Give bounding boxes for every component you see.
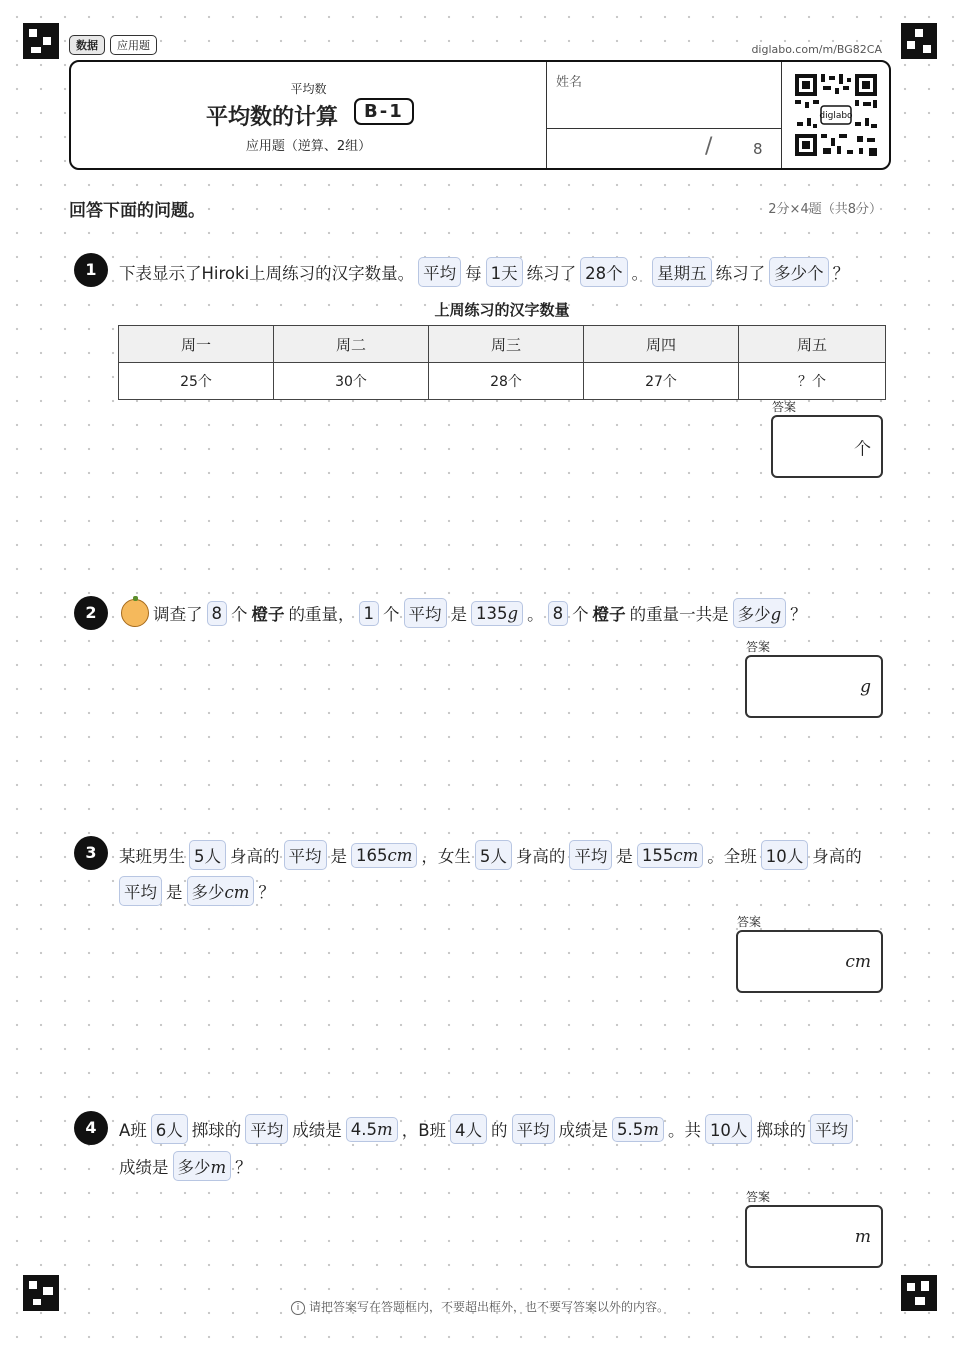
answer-unit-1: 个 bbox=[854, 439, 871, 459]
q2-bold-orange: 橙子 bbox=[251, 605, 285, 624]
q4-how-much-unit: m bbox=[210, 1158, 227, 1177]
q3-keyword-165 bbox=[351, 843, 417, 868]
q3-text-i: 是 bbox=[166, 883, 183, 902]
q4-value-1-unit: m bbox=[377, 1119, 393, 1139]
tag-data: 数据 bbox=[69, 35, 105, 55]
score-total: 8 bbox=[753, 140, 763, 158]
q4-keyword-average-3: 平均 bbox=[810, 1114, 853, 1144]
corner-marker-top-right bbox=[901, 23, 937, 59]
practice-table bbox=[118, 325, 886, 400]
q4-text-i: 成绩是 bbox=[119, 1158, 169, 1177]
question-number-2: 2 bbox=[74, 596, 108, 630]
q3-keyword-class: 10人 bbox=[761, 840, 809, 870]
q2-text-g: 个 bbox=[572, 605, 589, 624]
q2-keyword-8b: 8 bbox=[548, 601, 569, 626]
q3-text-e: 身高的 bbox=[515, 847, 566, 866]
table-header: 周一 bbox=[119, 326, 274, 363]
table-cell: 25个 bbox=[119, 363, 274, 400]
q4-text-d: ，B班 bbox=[401, 1121, 447, 1140]
answer-box-2[interactable] bbox=[745, 655, 883, 718]
answer-box-1[interactable] bbox=[771, 415, 883, 478]
q4-value-2: 5.5 bbox=[617, 1119, 644, 1139]
q4-keyword-class-b: 4人 bbox=[450, 1114, 487, 1144]
q2-text-a: 调查了 bbox=[153, 605, 203, 624]
table-cell: 27个 bbox=[584, 363, 739, 400]
q1-text-f: ？ bbox=[832, 264, 850, 283]
q2-text-b: 个 bbox=[231, 605, 248, 624]
instruction: 回答下面的问题。 bbox=[69, 201, 205, 221]
question-number-1: 1 bbox=[74, 253, 108, 287]
q2-keyword-average: 平均 bbox=[404, 598, 447, 628]
orange-icon bbox=[121, 599, 149, 627]
q3-how-much: 多少 bbox=[191, 883, 225, 902]
q2-value-unit: g bbox=[507, 603, 519, 623]
q3-keyword-average: 平均 bbox=[284, 840, 327, 870]
worksheet-url: diglabo.com/m/BG82CA bbox=[751, 43, 882, 56]
footer-text: 请把答案写在答题框内，不要超出框外，也不要写答案以外的内容。 bbox=[308, 1300, 669, 1314]
q1-text-a: 下表显示了Hiroki上周练习的汉字数量。 bbox=[119, 264, 415, 283]
qr-code-icon[interactable] bbox=[793, 72, 879, 158]
tag-word-problem: 应用题 bbox=[110, 35, 157, 55]
answer-unit-4: m bbox=[854, 1226, 871, 1247]
answer-label-1: 答案 bbox=[772, 400, 797, 414]
question-number-3: 3 bbox=[74, 836, 108, 870]
q4-keyword-class-a: 6人 bbox=[151, 1114, 188, 1144]
answer-unit-3: cm bbox=[845, 951, 871, 972]
question-1-text bbox=[119, 257, 849, 287]
q3-keyword-155 bbox=[637, 843, 703, 868]
q2-text-e: 是 bbox=[450, 605, 467, 624]
q1-keyword-count: 28个 bbox=[580, 257, 628, 287]
corner-marker-top-left bbox=[23, 23, 59, 59]
q2-bold-orange-2: 橙子 bbox=[592, 605, 626, 624]
q3-keyword-boys: 5人 bbox=[189, 840, 226, 870]
question-2-text bbox=[121, 598, 807, 628]
q3-text-g: 。全班 bbox=[707, 847, 757, 866]
q4-keyword-average-2: 平均 bbox=[512, 1114, 555, 1144]
q3-keyword-how-much bbox=[187, 876, 255, 906]
table-header: 周五 bbox=[739, 326, 886, 363]
table-header-row bbox=[119, 326, 886, 363]
q3-keyword-average-3: 平均 bbox=[119, 876, 162, 906]
q3-text-h: 身高的 bbox=[812, 847, 862, 866]
q4-text-e: 的 bbox=[491, 1121, 508, 1140]
q3-value-1: 165 bbox=[356, 845, 388, 865]
q1-text-d: 。 bbox=[631, 264, 649, 283]
worksheet-header bbox=[69, 60, 891, 170]
q2-keyword-135g bbox=[471, 601, 523, 626]
page-subtitle: 应用题（逆算、2组） bbox=[245, 139, 372, 154]
q4-keyword-total: 10人 bbox=[705, 1114, 753, 1144]
q4-text-j: ？ bbox=[235, 1158, 252, 1177]
q2-how-much-unit: g bbox=[770, 605, 782, 624]
q3-text-a: 某班男生 bbox=[119, 847, 185, 866]
answer-label-3: 答案 bbox=[737, 915, 762, 929]
answer-label-4: 答案 bbox=[746, 1190, 771, 1204]
q1-keyword-day: 1天 bbox=[486, 257, 523, 287]
q4-text-h: 掷球的 bbox=[756, 1121, 806, 1140]
question-4-text-line-2 bbox=[119, 1151, 252, 1181]
q4-text-f: 成绩是 bbox=[558, 1121, 609, 1140]
q4-text-g: 。共 bbox=[667, 1121, 701, 1140]
q2-keyword-1: 1 bbox=[359, 601, 380, 626]
info-icon: i bbox=[291, 1301, 305, 1315]
score-slash: / bbox=[705, 134, 713, 159]
answer-box-4[interactable] bbox=[745, 1205, 883, 1268]
name-label: 姓名 bbox=[556, 75, 583, 90]
name-score-area bbox=[547, 62, 782, 168]
q2-text-h: 的重量一共是 bbox=[629, 605, 729, 624]
table-cell: 30个 bbox=[274, 363, 429, 400]
answer-unit-2: g bbox=[860, 676, 871, 697]
question-number-4: 4 bbox=[74, 1111, 108, 1145]
q3-text-c: 是 bbox=[330, 847, 347, 866]
q4-keyword-how-much bbox=[173, 1151, 232, 1181]
q2-text-c: 的重量， bbox=[288, 605, 355, 624]
q4-text-a: A班 bbox=[119, 1121, 147, 1140]
footer-note bbox=[0, 1298, 960, 1315]
table-header: 周四 bbox=[584, 326, 739, 363]
q1-text-e: 练习了 bbox=[715, 264, 766, 283]
table-cell: 28个 bbox=[429, 363, 584, 400]
q3-text-d: ，女生 bbox=[421, 847, 471, 866]
question-3-text-line-1 bbox=[119, 840, 862, 870]
q1-keyword-average: 平均 bbox=[418, 257, 461, 287]
q2-text-d: 个 bbox=[383, 605, 400, 624]
q4-keyword-4-5m bbox=[346, 1117, 398, 1142]
q3-how-much-unit: cm bbox=[224, 883, 250, 902]
q3-text-j: ？ bbox=[258, 883, 275, 902]
q1-text-c: 练习了 bbox=[526, 264, 577, 283]
page-title: 平均数的计算 bbox=[206, 105, 339, 130]
q3-value-2-unit: cm bbox=[673, 845, 699, 865]
q4-value-2-unit: m bbox=[643, 1119, 659, 1139]
question-3-text-line-2 bbox=[119, 876, 275, 906]
table-header: 周三 bbox=[429, 326, 584, 363]
q1-keyword-how-many: 多少个 bbox=[769, 257, 829, 287]
q3-value-2: 155 bbox=[641, 845, 674, 865]
answer-label-2: 答案 bbox=[746, 640, 771, 654]
q1-text-b: 每 bbox=[465, 264, 482, 283]
answer-box-3[interactable] bbox=[736, 930, 883, 993]
q3-keyword-girls: 5人 bbox=[475, 840, 512, 870]
table-row bbox=[119, 363, 886, 400]
q2-value: 135 bbox=[476, 603, 508, 623]
q2-how-much: 多少 bbox=[737, 605, 771, 624]
q4-value-1: 4.5 bbox=[350, 1119, 378, 1139]
q2-text-f: 。 bbox=[527, 605, 544, 624]
q4-text-b: 掷球的 bbox=[191, 1121, 242, 1140]
q3-text-f: 是 bbox=[616, 847, 633, 866]
q2-keyword-how-much bbox=[733, 598, 787, 628]
q3-keyword-average-2: 平均 bbox=[569, 840, 612, 870]
q4-keyword-5-5m bbox=[612, 1117, 664, 1142]
q4-keyword-average: 平均 bbox=[245, 1114, 288, 1144]
question-4-text-line-1 bbox=[119, 1114, 853, 1144]
q4-how-much: 多少 bbox=[177, 1158, 211, 1177]
points-info: 2分×4题（共8分） bbox=[768, 202, 882, 217]
table-cell: ？个 bbox=[739, 363, 886, 400]
score-divider bbox=[547, 128, 781, 129]
q2-text-i: ？ bbox=[790, 605, 807, 624]
level-badge: B-1 bbox=[354, 98, 414, 125]
q3-text-b: 身高的 bbox=[230, 847, 280, 866]
title-area bbox=[71, 62, 547, 168]
q2-keyword-8: 8 bbox=[207, 601, 228, 626]
qr-label: diglabo bbox=[819, 111, 853, 121]
q4-text-c: 成绩是 bbox=[292, 1121, 342, 1140]
category-label: 平均数 bbox=[290, 82, 327, 96]
q1-keyword-friday: 星期五 bbox=[652, 257, 712, 287]
category-tags bbox=[69, 35, 157, 55]
q3-value-1-unit: cm bbox=[387, 845, 413, 865]
table-caption: 上周练习的汉字数量 bbox=[434, 301, 570, 319]
table-header: 周二 bbox=[274, 326, 429, 363]
